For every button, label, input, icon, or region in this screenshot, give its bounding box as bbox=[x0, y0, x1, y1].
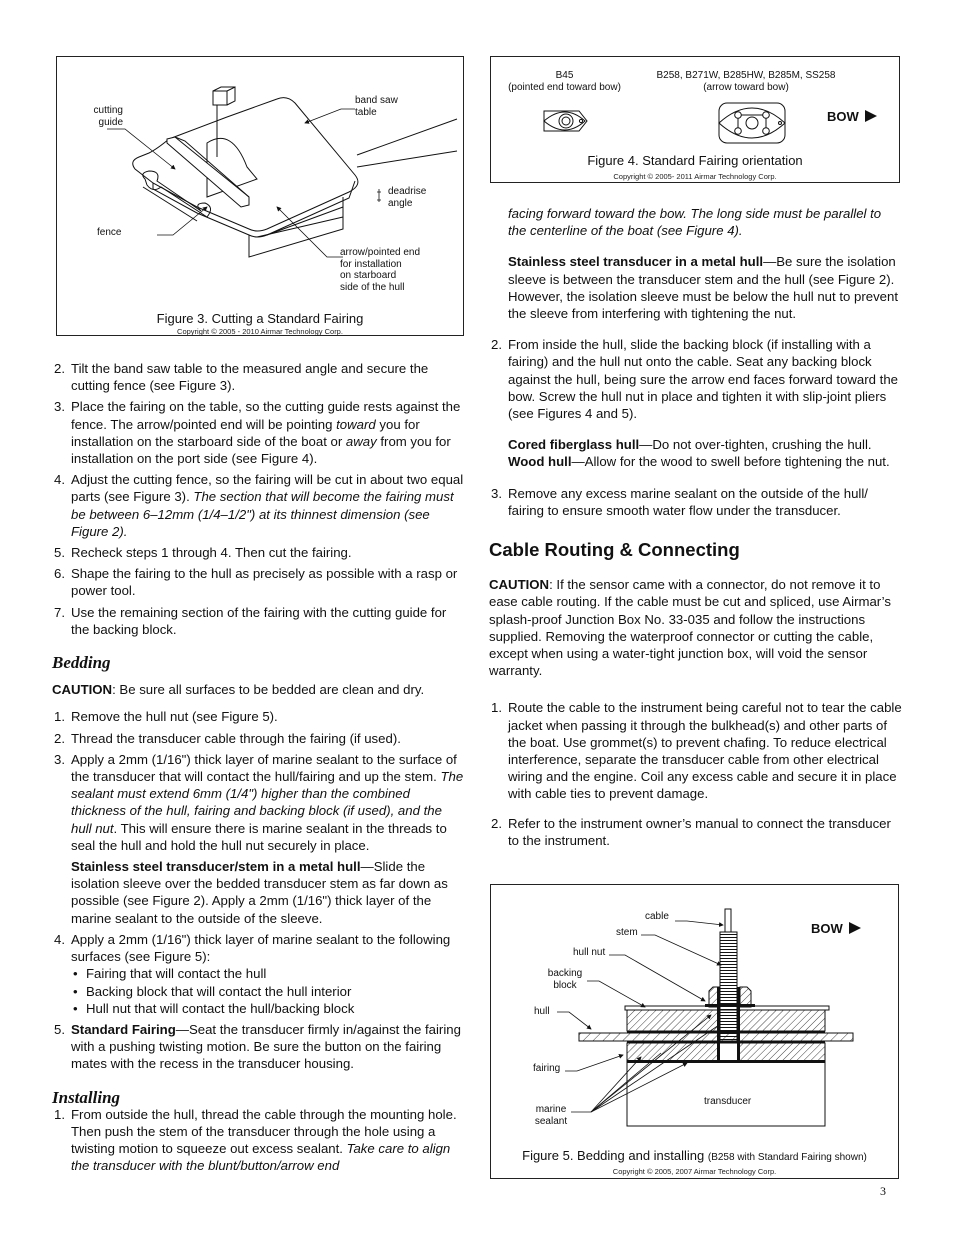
label-marine-sealant: marine sealant bbox=[534, 1104, 568, 1127]
bedding-stainless-note: Stainless steel transducer/stem in a metal hull—Slide the isolation sleeve over the bedded transducer stem as far down as possible (see Figure 2). Apply a 2mm (1/16") thick layer of the marine sealant to the outside of the sleeve. bbox=[71, 859, 448, 926]
right-column bbox=[489, 205, 903, 853]
bedding-heading: Bedding bbox=[52, 653, 111, 673]
bedding-step-2: 2. Thread the transducer cable through the fairing (if used). bbox=[54, 730, 401, 746]
label-hull-nut: hull nut bbox=[573, 947, 606, 958]
step-7: 7. Use the remaining section of the fairing with the cutting guide for the backing block. bbox=[54, 604, 447, 637]
installing-step-3: 3. Remove any excess marine sealant on the outside of the hull/ fairing to ensure smooth water flow under the transducer. bbox=[491, 485, 868, 518]
installing-continuation: facing forward toward the bow. The long side must be parallel to the centerline of the boat (see Figure 4). bbox=[508, 206, 882, 239]
bow-indicator: BOW bbox=[811, 921, 861, 936]
stainless-metal-hull-note: Stainless steel transducer in a metal hull—Be sure the isolation sleeve is between the transducer stem and the hull (see Figure 2). However, the isolation sleeve must be below the hull nut to prevent the sleeve from interfering with tightening the nut. bbox=[508, 254, 898, 322]
installing-step-1: 1. From outside the hull, thread the cable through the mounting hole. Then push the stem of the transducer through the hole using a twisting motion to squeeze out excess sealant. Take care to align the transducer with the blunt/button/arrow end bbox=[54, 1106, 457, 1174]
step-6: 6. Shape the fairing to the hull as precisely as possible with a rasp or power tool. bbox=[54, 566, 458, 599]
figure-5-caption: Figure 5. Bedding and installing (B258 with Standard Fairing shown) bbox=[522, 1148, 867, 1163]
figure-5-copyright: Copyright © 2005, 2007 Airmar Technology Corp. bbox=[612, 1167, 777, 1176]
bow-indicator: BOW bbox=[827, 109, 877, 124]
bedding-step-1: 1. Remove the hull nut (see Figure 5). bbox=[54, 709, 278, 725]
cable-step-1: 1. Route the cable to the instrument being careful not to tear the cable jacket when passing it through the bulkhead(s) and other parts of the boat. Use grommet(s) to prevent chafing. To reduce electrical interference, separate the transducer cable from other electrical wiring and the engine. Coil any excess cable and secure it in place with cable ties to prevent damage. bbox=[491, 700, 902, 802]
bullet-item: • Backing block that will contact the hull interior bbox=[73, 983, 352, 999]
label-hull: hull bbox=[534, 1006, 550, 1017]
bullet-item: • Fairing that will contact the hull bbox=[73, 966, 267, 982]
label-cutting-guide: cutting guide bbox=[93, 105, 123, 128]
cable-step-2: 2. Refer to the instrument owner’s manual to connect the transducer to the instrument. bbox=[491, 815, 891, 848]
bedding-step-4: 4. Apply a 2mm (1/16") thick layer of marine sealant to the following surfaces (see Figure 5): bbox=[54, 931, 451, 965]
label-backing-block: backing block bbox=[547, 968, 583, 991]
label-fence: fence bbox=[97, 227, 122, 238]
step-2: 2. Tilt the band saw table to the measured angle and secure the cutting fence (see Figure 3). bbox=[54, 361, 429, 394]
fairing-outlines bbox=[491, 97, 901, 157]
installing-step-2: 2. From inside the hull, slide the backing block (if installing with a fairing) and the hull nut onto the cable. Seat any backing block against the hull, being sure the arrow end faces forward toward the bow. Screw the hull nut in place and tighten it with slip-joint pliers (see Figures 4 and 5). bbox=[491, 337, 898, 422]
bow-arrow-icon bbox=[865, 110, 877, 122]
bow-arrow-icon bbox=[849, 922, 861, 934]
bullet-item: • Hull nut that will contact the hull/backing block bbox=[73, 1000, 355, 1016]
figure-3-caption: Figure 3. Cutting a Standard Fairing bbox=[156, 311, 364, 326]
left-column bbox=[52, 360, 464, 1179]
step-4: 4. Adjust the cutting fence, so the fairing will be cut in about two equal parts (see Figure 3). The section that will become the fairing must be between 6–12mm (1/4–1/2") at its thinnest dimension (see Figure 2). bbox=[54, 472, 464, 539]
label-deadrise-angle: deadrise angle bbox=[388, 186, 427, 209]
label-band-saw-table: band saw table bbox=[355, 95, 398, 118]
cable-caution: CAUTION: If the sensor came with a connector, do not remove it to ease cable routing. If the cable must be cut and spliced, use Airmar’s splash-proof Junction Box No. 33-035 and follow the instructions supplied. Removing the waterproof connector or cutting the cable, except when using a water-tight junction box, will void the sensor warranty. bbox=[489, 577, 891, 679]
bedding-step-3: 3. Apply a 2mm (1/16") thick layer of marine sealant to the surface of the transducer that will contact the hull/fairing and up the stem. The sealant must extend 6mm (1/4") higher than the combined thickness of the hull, fairing and backing block (if used), and the hull nut. This will ensure there is marine sealant in the threads to seal the hull and hold the hull nut securely in place. bbox=[54, 751, 464, 853]
figure-4 bbox=[490, 56, 900, 183]
figure-3 bbox=[56, 56, 464, 336]
label-stem: stem bbox=[616, 927, 638, 938]
step-5: 5. Recheck steps 1 through 4. Then cut the fairing. bbox=[54, 545, 352, 561]
label-transducer: transducer bbox=[704, 1096, 752, 1107]
bedding-step-5: 5. Standard Fairing—Seat the transducer firmly in/against the fairing with a pushing twisting motion. Be sure the button on the fairing mates with the recess in the transducer housing. bbox=[54, 1021, 461, 1072]
b258-models-label: B258, B271W, B285HW, B285M, SS258 (arrow toward bow) bbox=[656, 70, 836, 93]
label-arrow-pointed-end: arrow/pointed end for installation on starboard side of the hull bbox=[340, 247, 421, 293]
installing-heading: Installing bbox=[52, 1087, 121, 1107]
figure-5 bbox=[490, 884, 899, 1179]
cable-routing-heading: Cable Routing & Connecting bbox=[489, 539, 740, 561]
figure-4-copyright: Copyright © 2005- 2011 Airmar Technology Corp. bbox=[613, 172, 777, 181]
figure-4-caption: Figure 4. Standard Fairing orientation bbox=[587, 153, 803, 168]
page-number: 3 bbox=[880, 1184, 886, 1198]
bedding-caution: CAUTION: Be sure all surfaces to be bedded are clean and dry. bbox=[52, 682, 425, 698]
b45-label: B45 (pointed end toward bow) bbox=[508, 70, 621, 93]
label-fairing: fairing bbox=[533, 1063, 561, 1074]
cored-hull-note: Cored fiberglass hull—Do not over-tighten, crushing the hull. bbox=[508, 437, 872, 453]
wood-hull-note: Wood hull—Allow for the wood to swell before tightening the nut. bbox=[508, 454, 890, 470]
label-cable: cable bbox=[645, 911, 669, 922]
figure-3-copyright: Copyright © 2005 - 2010 Airmar Technology Corp. bbox=[177, 327, 343, 336]
step-3: 3. Place the fairing on the table, so the cutting guide rests against the fence. The arrow/pointed end will be pointing toward you for installation on the starboard side of the boat or away from you for installation on the port side (see Figure 4). bbox=[54, 399, 461, 467]
